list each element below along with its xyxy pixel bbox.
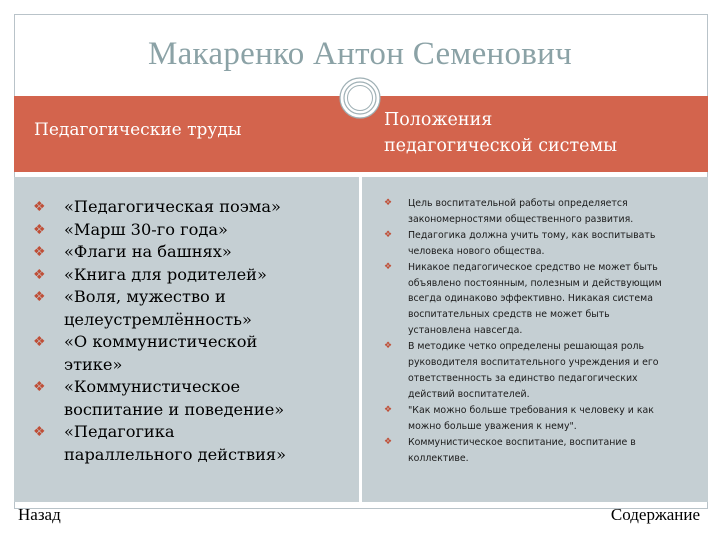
works-list — [18, 196, 356, 466]
diamond-bullet-icon: ❖ — [33, 334, 46, 350]
work-title-line: целеустремлённость» — [64, 309, 252, 329]
left-column-heading: Педагогические труды — [34, 120, 242, 140]
principle-line: руководителя воспитательного учреждения и его — [408, 357, 659, 369]
circle-ornament-icon — [338, 76, 382, 120]
list-item — [18, 286, 356, 331]
principle-line: В методике четко определены решающая роль — [408, 341, 645, 353]
diamond-bullet-icon: ❖ — [33, 379, 46, 395]
list-item — [372, 260, 692, 340]
work-title-line: воспитание и поведение» — [64, 399, 285, 419]
list-item — [372, 339, 692, 403]
list-item — [18, 219, 356, 242]
principles-list — [372, 196, 692, 466]
list-item — [18, 376, 356, 421]
principle-line: можно больше уважения к нему". — [408, 420, 577, 432]
work-title-line: параллельного действия» — [64, 444, 286, 464]
diamond-bullet-icon: ❖ — [384, 341, 393, 352]
diamond-bullet-icon: ❖ — [33, 244, 46, 260]
principle-line: "Как можно больше требования к человеку и как — [408, 404, 654, 416]
principle-line: коллективе. — [408, 452, 469, 464]
slide-title: Макаренко Антон Семенович — [147, 36, 573, 72]
diamond-bullet-icon: ❖ — [384, 198, 393, 208]
right-column-heading — [384, 107, 704, 159]
principle-line: Никакое педагогическое средство не может быть — [408, 261, 658, 273]
list-item — [18, 331, 356, 376]
list-item — [372, 435, 692, 467]
list-item — [18, 241, 356, 264]
list-item — [372, 403, 692, 435]
diamond-bullet-icon: ❖ — [384, 229, 393, 240]
principle-line: объявлено постоянным, полезным и действующим — [408, 277, 662, 289]
diamond-bullet-icon: ❖ — [33, 199, 46, 215]
right-heading-line: Положения — [384, 110, 493, 130]
work-title-line: «Флаги на башнях» — [64, 242, 232, 261]
principle-line: закономерностями общественного развития. — [408, 213, 634, 225]
principle-line: Коммунистическое воспитание, воспитание в — [408, 436, 636, 448]
contents-link[interactable]: Содержание — [610, 505, 700, 524]
work-title-line: «О коммунистической — [64, 332, 258, 351]
work-title-line: «Педагогическая поэма» — [64, 197, 281, 216]
column-divider — [359, 177, 362, 502]
diamond-bullet-icon: ❖ — [384, 436, 393, 447]
work-title-line: «Коммунистическое — [64, 377, 241, 396]
list-item — [18, 421, 356, 466]
list-item — [372, 228, 692, 260]
principle-line: ответственность за единство педагогических — [408, 372, 638, 384]
principle-line: действий воспитателей. — [408, 388, 530, 400]
principle-line: человека нового общества. — [408, 245, 545, 257]
diamond-bullet-icon: ❖ — [384, 261, 393, 272]
diamond-bullet-icon: ❖ — [33, 424, 46, 440]
list-item — [18, 196, 356, 219]
principle-line: Педагогика должна учить тому, как воспитывать — [408, 229, 656, 241]
diamond-bullet-icon: ❖ — [33, 289, 46, 305]
list-item — [372, 196, 692, 228]
diamond-bullet-icon: ❖ — [33, 266, 46, 283]
right-heading-line: педагогической системы — [384, 136, 618, 156]
work-title-line: «Воля, мужество и — [64, 287, 226, 306]
work-title-line: этике» — [64, 354, 123, 374]
work-title-line: «Книга для родителей» — [64, 264, 267, 284]
diamond-bullet-icon: ❖ — [384, 404, 393, 415]
principle-line: Цель воспитательной работы определяется — [408, 198, 628, 209]
principle-line: воспитательных средств не может быть — [408, 309, 610, 321]
back-link[interactable]: Назад — [18, 505, 61, 524]
work-title-line: «Марш 30-го года» — [64, 219, 228, 239]
principle-line: установлена навсегда. — [408, 325, 523, 337]
list-item — [18, 264, 356, 287]
principle-line: всегда одинаково эффективно. Никакая система — [408, 293, 653, 305]
diamond-bullet-icon: ❖ — [33, 221, 46, 238]
work-title-line: «Педагогика — [64, 422, 175, 441]
